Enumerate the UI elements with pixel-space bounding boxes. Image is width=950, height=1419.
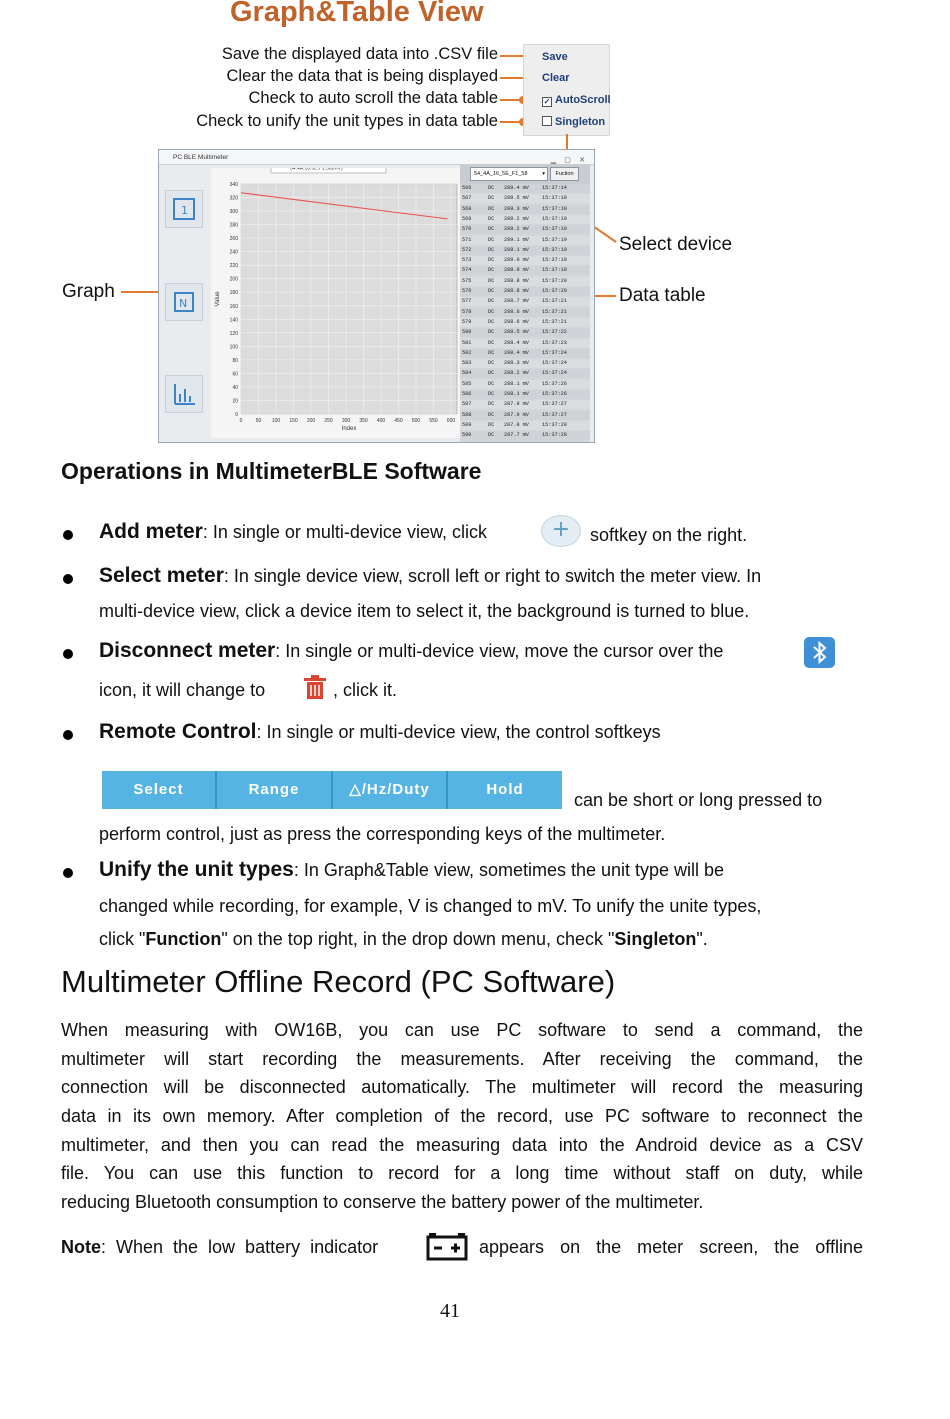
table-cell: 15:37:19: [542, 215, 567, 222]
table-cell: DC: [488, 195, 495, 202]
svg-text:N: N: [179, 297, 188, 310]
x-tick-label: 400: [376, 418, 386, 424]
y-tick-label: 20: [232, 398, 238, 405]
callout-autoscroll: Check to auto scroll the data table: [248, 89, 498, 107]
figure-title: Graph&Table View: [230, 0, 484, 28]
table-row: [460, 246, 590, 255]
table-cell: DC: [488, 298, 495, 305]
single-view-icon[interactable]: [165, 190, 203, 228]
table-cell: DC: [488, 215, 495, 222]
table-cell: DC: [488, 267, 495, 274]
y-tick-label: 120: [229, 330, 238, 337]
x-tick-label: 350: [359, 418, 368, 424]
multi-view-icon[interactable]: [165, 283, 203, 321]
table-row: [460, 236, 590, 245]
table-row: [460, 225, 590, 234]
table-cell: 15:37:19: [542, 226, 567, 233]
x-tick-label: 150: [289, 418, 298, 424]
remote-control-text: : In single or multi-device view, the control softkeys: [256, 722, 661, 742]
unify-units-line: [99, 858, 724, 882]
table-cell: DC: [488, 329, 495, 336]
y-tick-label: 240: [229, 249, 238, 256]
table-cell: 15:37:20: [542, 288, 567, 294]
paragraph-line: multimeter, and then you can read the measuring data into the Android device as a CSV: [61, 1135, 863, 1155]
x-tick-label: 600: [446, 418, 456, 424]
table-cell: DC: [488, 349, 495, 356]
y-tick-label: 280: [229, 222, 238, 229]
singleton-term: Singleton: [614, 929, 697, 949]
control-softkeys: [102, 771, 562, 809]
callout-clear: Clear the data that is being displayed: [226, 67, 498, 85]
table-row: [460, 369, 590, 378]
graph-view-icon[interactable]: [165, 375, 203, 413]
table-cell: DC: [488, 205, 495, 212]
table-cell: DC: [488, 257, 495, 264]
table-row: [460, 318, 590, 327]
table-cell: DC: [488, 380, 495, 387]
select-meter-term: Select meter: [99, 564, 224, 587]
table-cell: 15:37:19: [542, 205, 567, 212]
paragraph-line: When measuring with OW16B, you can use PC software to send a command, the: [61, 1020, 863, 1040]
table-cell: 583: [462, 360, 472, 367]
x-tick-label: 100: [271, 418, 281, 424]
table-cell: DC: [488, 411, 495, 418]
menu-singleton[interactable]: [542, 116, 605, 128]
table-cell: DC: [488, 236, 495, 243]
select-meter-text: : In single device view, scroll left or right to switch the meter view. In: [223, 566, 762, 586]
menu-save[interactable]: Save: [542, 51, 568, 63]
table-cell: 289.3 mV: [504, 205, 529, 212]
y-tick-label: 260: [229, 236, 238, 243]
table-cell: 575: [462, 277, 472, 284]
disconnect-meter-term: Disconnect meter: [99, 639, 276, 662]
table-row: [460, 380, 590, 389]
unify-text-part: click ": [99, 929, 146, 949]
table-cell: 15:37:22: [542, 329, 567, 336]
app-window-title: PC BLE Multimeter: [173, 154, 229, 161]
table-cell: DC: [488, 226, 495, 233]
note-term: Note: [61, 1237, 101, 1257]
table-cell: 569: [462, 215, 472, 222]
remote-control-line: [99, 720, 661, 744]
bullet: [63, 530, 73, 540]
x-tick-label: 300: [341, 418, 351, 424]
table-row: [460, 215, 590, 224]
table-row: [460, 349, 590, 358]
paragraph-line: data in its own memory. After completion of the record, use PC software to reconnect the: [61, 1106, 863, 1126]
y-tick-label: 220: [229, 263, 238, 270]
y-tick-label: 340: [229, 182, 238, 188]
x-tick-label: 450: [394, 418, 403, 424]
table-cell: 288.4 mV: [504, 349, 529, 356]
table-cell: 566: [462, 185, 472, 191]
add-icon[interactable]: +: [541, 515, 581, 547]
table-cell: 574: [462, 267, 472, 274]
legend-label: 54:4A:16:5E:F1:58(mV): [290, 168, 343, 172]
table-cell: 15:37:27: [542, 411, 567, 418]
y-tick-label: 180: [229, 290, 238, 297]
remote-control-term: Remote Control: [99, 720, 257, 743]
y-tick-label: 0: [235, 412, 238, 418]
table-row: [460, 266, 590, 275]
table-cell: 15:37:19: [542, 236, 567, 243]
bullet: [63, 574, 73, 584]
disconnect-meter-text-3: , click it.: [333, 680, 398, 700]
table-cell: 15:37:21: [542, 298, 567, 305]
disconnect-meter-text: : In single or multi-device view, move the cursor over the: [275, 641, 724, 661]
table-cell: 15:37:24: [542, 370, 567, 377]
y-tick-label: 80: [232, 357, 238, 364]
paragraph-line: multimeter will start recording the measurements. After receiving the command, the: [61, 1049, 863, 1069]
table-cell: DC: [488, 421, 495, 428]
x-axis-label: Index: [341, 426, 357, 432]
table-cell: 15:37:26: [542, 380, 567, 387]
softkey-select[interactable]: Select: [133, 781, 184, 798]
table-cell: 15:37:19: [542, 267, 567, 274]
unify-units-term: Unify the unit types: [99, 858, 294, 881]
table-cell: 582: [462, 349, 472, 356]
table-cell: 15:37:19: [542, 246, 567, 253]
table-cell: 288.6 mV: [504, 318, 529, 325]
menu-singleton-label: Singleton: [555, 116, 606, 128]
callout-data-table: Data table: [619, 285, 706, 306]
checkbox-checked-icon[interactable]: ✓: [543, 97, 551, 106]
table-cell: 15:37:24: [542, 349, 567, 356]
table-cell: 288.9 mV: [504, 267, 529, 274]
unify-units-text-3: [99, 929, 708, 950]
table-cell: 571: [462, 236, 472, 243]
table-cell: 578: [462, 308, 472, 315]
bullet: [63, 730, 73, 740]
table-cell: 289.0 mV: [504, 257, 529, 264]
x-tick-label: 250: [324, 418, 333, 424]
window-controls-icon[interactable]: ▁ ▢ ✕: [550, 156, 588, 164]
table-cell: 289.5 mV: [504, 195, 529, 202]
table-row: [460, 194, 590, 203]
table-cell: 585: [462, 380, 472, 387]
table-cell: 288.6 mV: [504, 308, 529, 315]
y-tick-label: 60: [232, 371, 238, 378]
trash-icon[interactable]: [300, 672, 330, 702]
table-cell: 288.7 mV: [504, 298, 529, 305]
softkey-range[interactable]: Range: [248, 781, 300, 798]
unify-text-part: " on the top right, in the drop down menu, check ": [221, 929, 615, 949]
table-row: [460, 256, 590, 265]
table-cell: 567: [462, 195, 472, 202]
table-row: [460, 328, 590, 337]
softkey-relative-hz-duty[interactable]: △/Hz/Duty: [349, 781, 430, 798]
table-cell: DC: [488, 370, 495, 377]
table-cell: DC: [488, 185, 495, 191]
table-row: [460, 390, 590, 399]
y-tick-label: 200: [229, 276, 238, 283]
paragraph-line: reducing Bluetooth consumption to conserve the battery power of the multimeter.: [61, 1192, 704, 1212]
table-cell: 568: [462, 205, 472, 212]
callout-graph: Graph: [62, 281, 115, 302]
graph-plot: [211, 168, 461, 438]
table-cell: 289.4 mV: [504, 185, 529, 191]
paragraph-line: file. You can use this function to record for a long time without staff on duty, while: [61, 1163, 863, 1183]
function-term: Function: [145, 929, 222, 949]
menu-clear[interactable]: Clear: [542, 72, 570, 84]
remote-control-text-2: can be short or long pressed to: [574, 790, 823, 810]
table-cell: 288.8 mV: [504, 277, 529, 284]
table-row: [460, 359, 590, 368]
table-cell: 288.8 mV: [504, 288, 529, 294]
table-cell: 570: [462, 226, 472, 233]
table-cell: 573: [462, 257, 472, 264]
x-tick-label: 0: [239, 418, 243, 424]
table-cell: 287.8 mV: [504, 421, 529, 428]
data-table-rows: [460, 184, 590, 442]
function-menu: [523, 44, 610, 136]
table-cell: 15:37:27: [542, 401, 567, 408]
x-tick-label: 200: [306, 418, 316, 424]
y-tick-label: 40: [232, 384, 238, 391]
table-cell: 288.1 mV: [504, 380, 529, 387]
table-cell: DC: [488, 391, 495, 397]
table-cell: 287.7 mV: [504, 432, 529, 439]
softkey-hold[interactable]: Hold: [486, 781, 524, 798]
table-cell: 579: [462, 318, 472, 325]
table-cell: 287.9 mV: [504, 411, 529, 418]
table-cell: DC: [488, 288, 495, 294]
table-cell: 576: [462, 288, 472, 294]
table-cell: 288.1 mV: [504, 391, 529, 397]
table-row: [460, 297, 590, 306]
device-select[interactable]: [470, 167, 548, 181]
table-cell: DC: [488, 246, 495, 253]
y-tick-label: 160: [229, 303, 238, 310]
section-heading-offline: Multimeter Offline Record (PC Software): [61, 964, 616, 999]
y-tick-label: 100: [229, 344, 238, 351]
add-meter-text-2: softkey on the right.: [590, 525, 748, 545]
table-cell: DC: [488, 401, 495, 408]
table-cell: 584: [462, 370, 472, 377]
table-cell: 289.2 mV: [504, 215, 529, 222]
add-meter-text: : In single or multi-device view, click: [202, 522, 487, 542]
table-cell: 288.4 mV: [504, 339, 529, 346]
select-meter-line: [99, 564, 761, 588]
table-row: [460, 205, 590, 214]
table-cell: 589: [462, 421, 472, 428]
table-cell: 288.2 mV: [504, 370, 529, 377]
table-cell: 580: [462, 329, 472, 336]
table-cell: 289.2 mV: [504, 226, 529, 233]
bullet: [63, 649, 73, 659]
y-tick-label: 300: [229, 209, 238, 216]
function-button[interactable]: Fuction: [550, 167, 579, 181]
select-meter-text-2: multi-device view, click a device item to select it, the background is turned to blue.: [99, 601, 750, 621]
table-cell: 289.1 mV: [504, 236, 529, 243]
table-cell: DC: [488, 277, 495, 284]
graph-svg: [211, 168, 461, 438]
table-cell: 581: [462, 339, 472, 346]
table-row: [460, 308, 590, 317]
table-cell: 15:37:20: [542, 277, 567, 284]
note-text: : When the low battery indicator: [101, 1237, 379, 1257]
unify-units-text-2: changed while recording, for example, V is changed to mV. To unify the unite types,: [99, 896, 762, 916]
unify-text-part: ".: [696, 929, 708, 949]
data-table: [460, 164, 590, 442]
table-cell: 587: [462, 401, 472, 408]
table-cell: 287.9 mV: [504, 401, 529, 408]
disconnect-meter-text-2: icon, it will change to: [99, 680, 266, 700]
x-tick-label: 50: [255, 418, 262, 424]
table-cell: 15:37:26: [542, 391, 567, 397]
table-cell: DC: [488, 308, 495, 315]
chevron-down-icon: ▾: [542, 171, 545, 177]
table-cell: DC: [488, 432, 495, 439]
x-tick-label: 500: [411, 418, 421, 424]
low-battery-icon: [426, 1231, 468, 1261]
svg-text:1: 1: [181, 204, 188, 217]
menu-autoscroll[interactable]: [542, 94, 611, 107]
table-cell: DC: [488, 339, 495, 346]
table-cell: 15:37:14: [542, 185, 567, 191]
table-cell: 15:37:19: [542, 257, 567, 264]
page-number: 41: [440, 1300, 460, 1322]
table-cell: 15:37:24: [542, 360, 567, 367]
table-row: [460, 431, 590, 440]
table-cell: 586: [462, 391, 472, 397]
y-tick-label: 140: [229, 317, 238, 324]
table-row: [460, 184, 590, 193]
table-cell: 572: [462, 246, 472, 253]
table-cell: 288.5 mV: [504, 329, 529, 336]
section-heading-operations: Operations in MultimeterBLE Software: [61, 458, 482, 484]
callout-singleton: Check to unify the unit types in data table: [196, 112, 498, 130]
device-select-value: 54_4A_16_5E_F1_58: [474, 171, 528, 177]
note-text-2: appears on the meter screen, the offline: [479, 1237, 863, 1257]
menu-autoscroll-label: AutoScroll: [555, 94, 611, 106]
table-row: [460, 421, 590, 430]
add-meter-term: Add meter: [99, 520, 203, 543]
table-cell: 15:37:28: [542, 421, 567, 428]
table-cell: 577: [462, 298, 472, 305]
app-screenshot: [158, 149, 595, 443]
remote-control-text-3: perform control, just as press the corresponding keys of the multimeter.: [99, 824, 666, 844]
table-row: [460, 400, 590, 409]
table-cell: 15:37:23: [542, 339, 567, 346]
table-row: [460, 339, 590, 348]
app-titlebar: [159, 150, 594, 165]
table-cell: DC: [488, 360, 495, 367]
y-axis-label: Value: [215, 291, 221, 307]
table-cell: 15:37:28: [542, 432, 567, 439]
disconnect-meter-line: [99, 639, 723, 663]
note-line: [61, 1237, 421, 1258]
x-tick-label: 550: [429, 418, 438, 424]
table-row: [460, 277, 590, 286]
table-row: [460, 411, 590, 420]
plot-background: [241, 184, 457, 414]
table-cell: 15:37:19: [542, 195, 567, 202]
table-cell: 588: [462, 411, 472, 418]
add-meter-line: [99, 520, 487, 544]
table-cell: 15:37:21: [542, 308, 567, 315]
callout-select-device: Select device: [619, 234, 733, 255]
table-cell: 288.3 mV: [504, 360, 529, 367]
table-row: [460, 287, 590, 296]
table-cell: DC: [488, 318, 495, 325]
checkbox-icon[interactable]: [542, 116, 552, 126]
bullet: [63, 868, 73, 878]
bluetooth-icon[interactable]: [804, 637, 835, 668]
table-cell: 289.1 mV: [504, 246, 529, 253]
y-tick-label: 320: [229, 195, 238, 202]
paragraph-line: connection will be disconnected automatically. The multimeter will record the measuring: [61, 1077, 863, 1097]
callout-save: Save the displayed data into .CSV file: [221, 45, 498, 63]
table-cell: 15:37:21: [542, 318, 567, 325]
table-cell: 590: [462, 432, 472, 439]
unify-units-text: : In Graph&Table view, sometimes the unit type will be: [293, 860, 725, 880]
